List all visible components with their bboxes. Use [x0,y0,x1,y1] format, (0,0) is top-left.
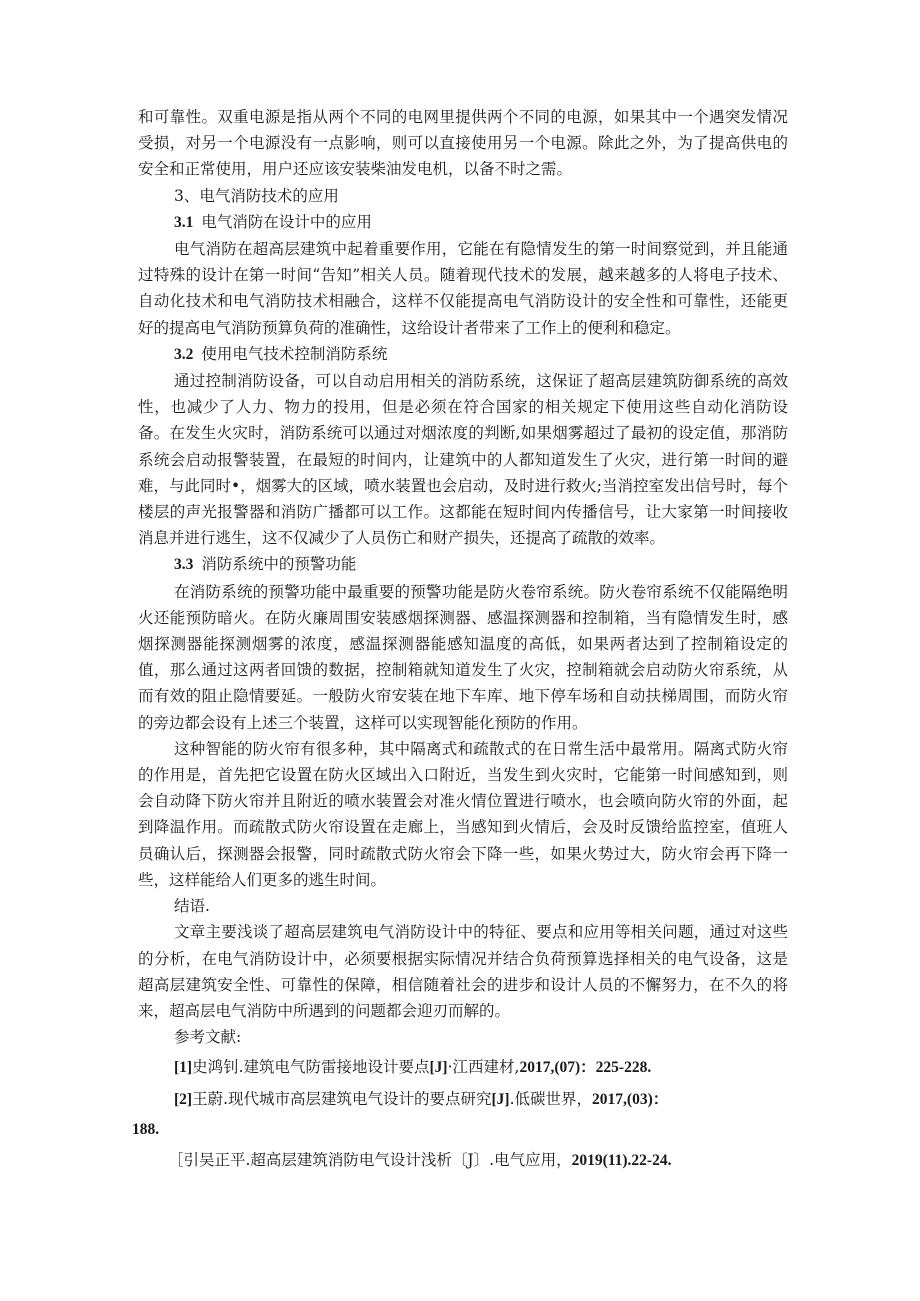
section-3-3-title: 消防系统中的预警功能 [201,555,357,574]
reference-1-source: ·江西建材, [447,1058,520,1077]
reference-1-tag: [J] [429,1059,448,1077]
reference-1-text: 史鸿钊.建筑电气防雷接地设计要点 [192,1058,430,1077]
section-3-heading [138,183,788,209]
section-3-3-paragraph-2: 这种智能的防火帘有很多种，其中隔离式和疏散式的在日常生活中最常用。隔离式防火帘的作用是，首先把它设置在防火区域出入口附近，当发生到火灾时，它能第一时间感知到，则会自动降下防火帘并且附近的喷水装置会对准火情位置进行喷水，也会喷向防火帘的外面，起到降温作用。而疏散式防火帘设置在走廊上，当感知到火情后，会及时反馈给监控室，值班人员确认后，探测器会报警，同时疏散式防火帘会下降一些，如果火势过大，防火帘会再下降一些，这样能给人们更多的逃生时间。 [138,739,788,889]
section-3-1-title: 电气消防在设计中的应用 [201,212,372,231]
reference-2-label: [2] [174,1090,193,1108]
reference-1-label: [1] [174,1059,193,1077]
reference-2 [138,1086,788,1113]
references-heading [138,1024,788,1050]
reference-2-tag: [J] [491,1090,510,1108]
reference-3 [138,1147,788,1174]
reference-1-volume: 2017,(07)：225-228. [519,1059,652,1077]
section-3-3-heading [138,551,788,578]
conclusion-title: 结语. [174,897,210,916]
section-3-3-number: 3.3 [174,556,194,574]
intro-paragraph: 和可靠性。双重电源是指从两个不同的电网里提供两个不同的电源，如果其中一个遇突发情况受损，对另一个电源没有一点影响，则可以直接使用另一个电源。除此之外，为了提高供电的安全和正常使用，用户还应该安装柴油发电机，以备不时之需。 [138,108,788,179]
section-3-title: 3、电气消防技术的应用 [174,186,339,205]
reference-2-text: 王蔚.现代城市高层建筑电气设计的要点研究 [192,1089,492,1108]
section-3-1-paragraph: 电气消防在超高层建筑中起着重要作用，它能在有隐情发生的第一时间察觉到，并且能通过特殊的设计在第一时间“告知”相关人员。随着现代技术的发展，越来越多的人将电子技术、自动化技术和电气消防技术相融合，这样不仅能提高电气消防设计的安全性和可靠性，还能更好的提高电气消防预算负荷的准确性，这给设计者带来了工作上的便利和稳定。 [138,240,788,337]
section-3-1-heading [138,209,788,236]
reference-3-volume: 2019(11).22-24. [571,1151,672,1169]
references-title: 参考文献: [174,1028,242,1047]
reference-3-text: ［引吴正平.超高层建筑消防电气设计浅析〔J〕.电气应用， [168,1150,572,1169]
section-3-2-number: 3.2 [174,345,194,363]
section-3-3-paragraph-1: 在消防系统的预警功能中最重要的预警功能是防火卷帘系统。防火卷帘系统不仅能隔绝明火还能预防暗火。在防火廉周围安装感烟探测器、感温探测器和控制箱，当有隐情发生时，感烟探测器能探测烟雾的浓度，感温探测器能感知温度的高低，如果两者达到了控制箱设定的值，那么通过这两者回馈的数据，控制箱就知道发生了火灾，控制箱就会启动防火帘系统，从而有效的阻止隐情要延。一般防火帘安装在地下车库、地下停车场和自动扶梯周围，而防火帘的旁边都会设有上述三个装置，这样可以实现智能化预防的作用。 [138,582,788,732]
section-3-2-paragraph: 通过控制消防设备，可以自动启用相关的消防系统，这保证了超高层建筑防御系统的高效性，也减少了人力、物力的投用，但是必须在符合国家的相关规定下使用这些自动化消防设备。在发生火灾时，消防系统可以通过对烟浓度的判断,如果烟雾超过了最初的设定值，那消防系统会启动报警装置，在最短的时间内，让建筑中的人都知道发生了火灾，进行第一时间的避难，与此同时•，烟雾大的区域，喷水装置也会启动，及时进行救火;当消控室发出信号时，每个楼层的声光报警器和消防广播都可以工作。这都能在短时间内传播信号，让大家第一时间接收消息并进行逃生，这不仅减少了人员伤亡和财产损失，还提高了疏散的效率。 [138,372,788,548]
document-page [132,104,788,1174]
section-3-1-number: 3.1 [174,213,194,231]
section-3-2-title: 使用电气技术控制消防系统 [201,344,388,363]
reference-1 [138,1054,788,1081]
conclusion-paragraph: 文章主要浅谈了超高层建筑电气消防设计中的特征、要点和应用等相关问题，通过对这些的分析，在电气消防设计中，必须要根据实际情况并结合负荷预算选择相关的电气设备，这是超高层建筑安全性、可靠性的保障，相信随着社会的进步和设计人员的不懈努力，在不久的将来，超高层电气消防中所遇到的问题都会迎刃而解的。 [138,923,788,1020]
reference-2-pages: 188. [132,1120,160,1138]
conclusion-heading [138,893,788,919]
reference-2-source: .低碳世界， [509,1089,593,1108]
section-3-2-heading [138,341,788,368]
reference-2-volume: 2017,(03)： [592,1090,669,1108]
